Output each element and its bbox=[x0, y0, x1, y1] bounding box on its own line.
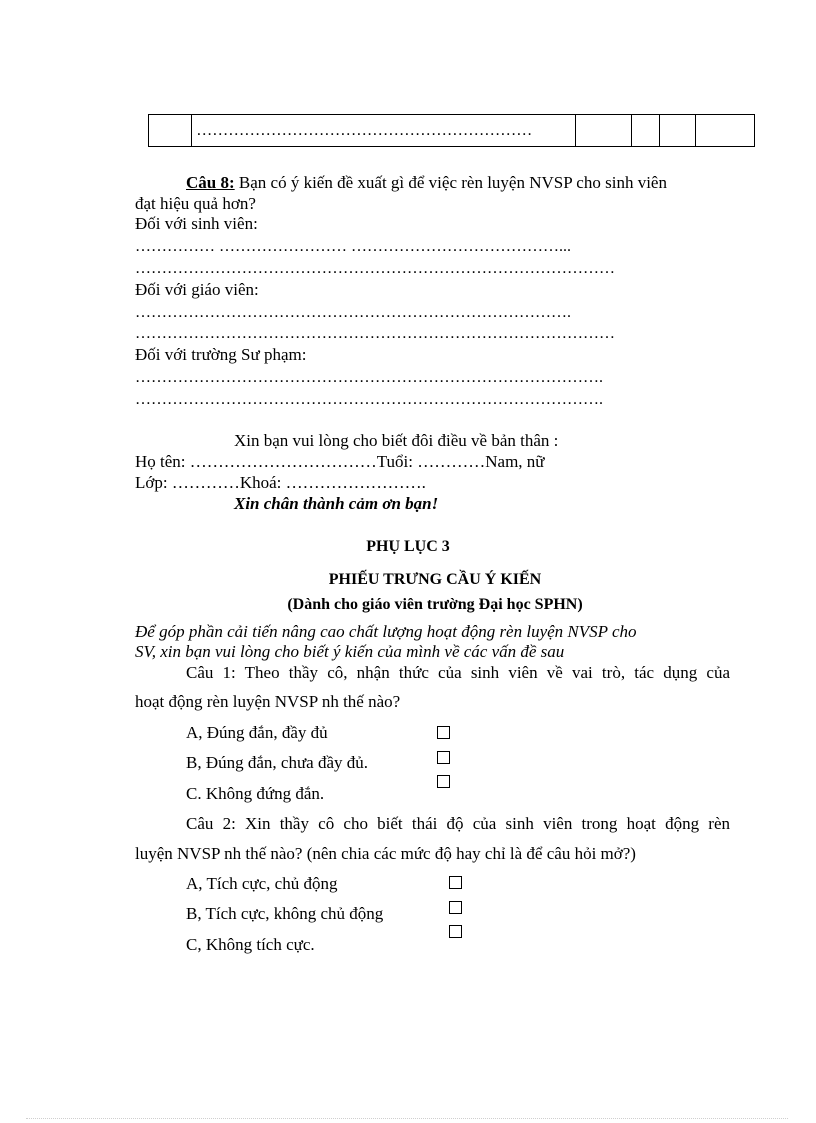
q1-option-c: C. Không đứng đắn. bbox=[186, 784, 325, 803]
q1-option-b: B, Đúng đắn, chưa đầy đủ. bbox=[186, 753, 369, 772]
school-answer-line-2: ……………………………………………………………………………. bbox=[135, 391, 603, 408]
question-8-line1 bbox=[186, 173, 667, 193]
teachers-label: Đối với giáo viên: bbox=[135, 280, 259, 299]
question-8-line2: đạt hiệu quả hơn? bbox=[135, 194, 256, 213]
students-answer-line-1: …………… …………………… …………………………………... bbox=[135, 238, 571, 255]
form-subtitle: (Dành cho giáo viên trường Đại học SPHN) bbox=[287, 596, 583, 613]
students-label: Đối với sinh viên: bbox=[135, 214, 258, 233]
personal-intro: Xin bạn vui lòng cho biết đôi điều về bản thân : bbox=[234, 431, 559, 450]
teachers-answer-line-1: ………………………………………………………………………. bbox=[135, 304, 571, 321]
q1-option-a-checkbox[interactable] bbox=[437, 726, 450, 739]
q2-option-a-checkbox[interactable] bbox=[449, 876, 462, 889]
students-answer-line-2: ……………………………………………………………………………… bbox=[135, 260, 615, 277]
teachers-answer-line-2: ……………………………………………………………………………… bbox=[135, 325, 615, 342]
thank-you-note: Xin chân thành cảm ơn bạn! bbox=[234, 494, 439, 513]
q1-option-c-checkbox[interactable] bbox=[437, 775, 450, 788]
appendix-title: PHỤ LỤC 3 bbox=[366, 538, 450, 555]
table-cell-empty bbox=[695, 115, 754, 147]
question-8-label: Câu 8: bbox=[186, 173, 235, 192]
form-title: PHIẾU TRƯNG CẦU Ý KIẾN bbox=[328, 571, 542, 588]
class-course-line: Lớp: …………Khoá: ……………………. bbox=[135, 473, 426, 492]
table-cell-empty bbox=[660, 115, 696, 147]
page-bottom-divider bbox=[26, 1118, 788, 1119]
q1-option-b-checkbox[interactable] bbox=[437, 751, 450, 764]
q2-option-a: A, Tích cực, chủ động bbox=[186, 874, 338, 893]
form-intro-line2: SV, xin bạn vui lòng cho biết ý kiến của mình về các vấn đề sau bbox=[135, 642, 565, 661]
table-cell-empty bbox=[576, 115, 631, 147]
q2-option-b-checkbox[interactable] bbox=[449, 901, 462, 914]
question-1-line1: Câu 1: Theo thầy cô, nhận thức của sinh viên về vai trò, tác dụng của bbox=[186, 663, 730, 682]
q2-option-b: B, Tích cực, không chủ động bbox=[186, 904, 384, 923]
answer-table-row bbox=[148, 114, 755, 147]
school-answer-line-1: ……………………………………………………………………………. bbox=[135, 369, 603, 386]
table-cell-dots: ……………………………………………………… bbox=[192, 115, 576, 147]
question-1-line2: hoạt động rèn luyện NVSP nh thế nào? bbox=[135, 692, 401, 711]
question-8-text: Bạn có ý kiến đề xuất gì để việc rèn luyện NVSP cho sinh viên bbox=[234, 173, 667, 192]
q1-option-a: A, Đúng đắn, đầy đủ bbox=[186, 723, 328, 742]
q2-option-c-checkbox[interactable] bbox=[449, 925, 462, 938]
question-2-line1: Câu 2: Xin thầy cô cho biết thái độ của sinh viên trong hoạt động rèn bbox=[186, 814, 730, 833]
school-label: Đối với trường Sư phạm: bbox=[135, 345, 307, 364]
q2-option-c: C, Không tích cực. bbox=[186, 935, 315, 954]
form-intro-line1: Để góp phần cải tiến nâng cao chất lượng hoạt động rèn luyện NVSP cho bbox=[135, 622, 637, 641]
question-2-line2: luyện NVSP nh thế nào? (nên chia các mức độ hay chỉ là để câu hỏi mở?) bbox=[135, 844, 636, 863]
table-cell-empty bbox=[631, 115, 659, 147]
table-cell-empty bbox=[149, 115, 192, 147]
name-age-line: Họ tên: ……………………………Tuổi: …………Nam, nữ bbox=[135, 452, 545, 471]
